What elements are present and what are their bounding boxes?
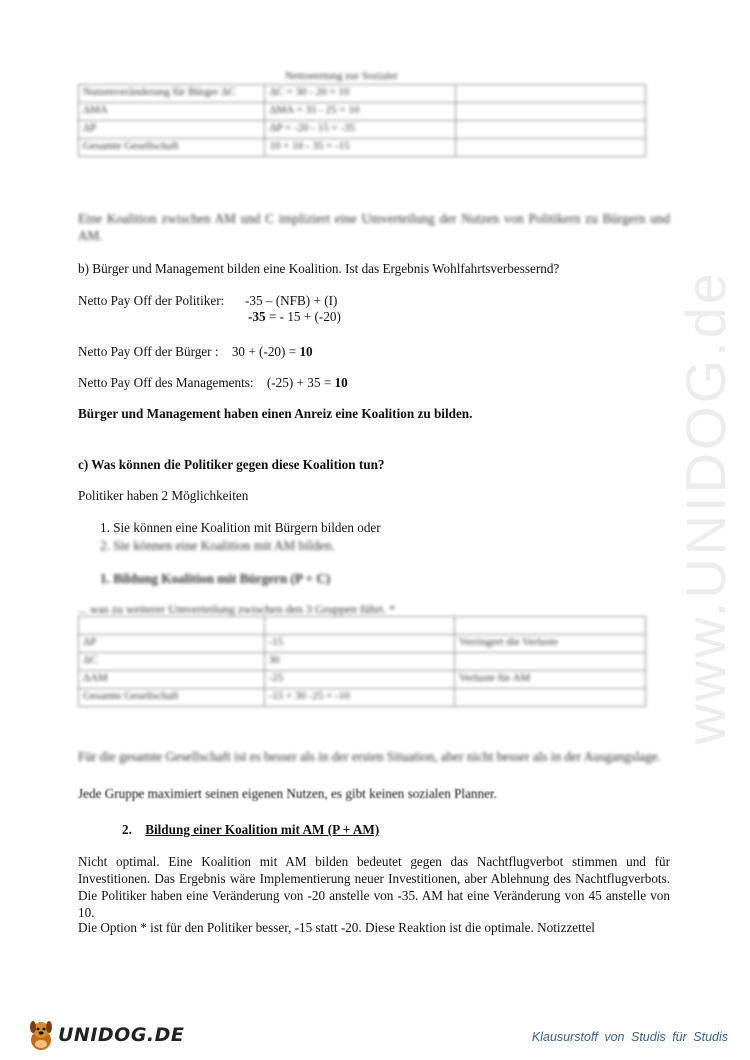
table-row — [79, 635, 646, 653]
table-cell — [456, 139, 646, 157]
heading-1: 1. Bildung Koalition mit Bürgern (P + C) — [100, 571, 331, 586]
table2 — [78, 616, 646, 707]
payoff-mgmt-expr: (-25) + 35 = — [266, 375, 335, 390]
table-cell: -25 — [264, 671, 454, 689]
table-cell: ΔC = 30 - 20 = 10 — [265, 85, 456, 103]
footer-logo[interactable] — [26, 1018, 184, 1052]
payoff-mgmt-label: Netto Pay Off des Managements: — [78, 375, 254, 390]
payoff-politiker-bold: -35 — [248, 309, 266, 324]
table-cell: -15 — [264, 635, 454, 653]
table-cell: ΔMA — [79, 103, 265, 121]
table-cell — [454, 617, 645, 635]
paragraph-a: Eine Koalition zwischen AM und C impliziert eine Umverteilung der Nutzen von Politikern zu Bürgern und AM. — [78, 211, 670, 243]
payoff-politiker-line2 — [248, 309, 341, 325]
table-cell — [454, 653, 645, 671]
table-cell: 30 — [264, 653, 454, 671]
table-cell: ΔAM — [79, 671, 265, 689]
table-cell: 10 + 10 - 35 = -15 — [265, 139, 456, 157]
question-c: c) Was können die Politiker gegen diese Koalition tun? — [78, 457, 385, 472]
option-2: 2. Sie können eine Koalition mit AM bilden. — [100, 538, 335, 553]
paragraph-society-1: Für die gesamte Gesellschaft ist es besser als in der ersten Situation, aber nicht besser als in der Ausgangslage. — [78, 749, 662, 764]
table-cell: Nutzenveränderung für Bürger ΔC — [79, 85, 265, 103]
logo-text: UNIDOG.DE — [58, 1024, 185, 1046]
table-row — [79, 653, 646, 671]
payoff-buerger-result: 10 — [299, 344, 313, 359]
table-row — [79, 121, 646, 139]
footer-tagline: Klausurstoff von Studis für Studis — [531, 1030, 728, 1044]
table-cell: -15 + 30 -25 = -10 — [264, 689, 454, 707]
table-cell — [456, 121, 646, 139]
table-row — [79, 139, 646, 157]
table-cell: ΔP — [79, 635, 265, 653]
table-cell — [456, 103, 646, 121]
table-cell — [456, 85, 646, 103]
payoff-mgmt-result: 10 — [334, 375, 348, 390]
dog-logo-icon — [26, 1018, 56, 1052]
watermark-text: www.UNIDOG.de — [674, 270, 737, 745]
paragraph-final-2: Die Option * ist für den Politiker besser, -15 statt -20. Diese Reaktion ist die optimale. Notizzettel — [78, 920, 595, 935]
heading-2-title: Bildung einer Koalition mit AM (P + AM) — [145, 822, 380, 837]
table1-caption: Nettoeertung zur Sozialer — [285, 70, 399, 82]
table-cell — [264, 617, 454, 635]
table-cell — [454, 689, 645, 707]
options-intro: Politiker haben 2 Möglichkeiten — [78, 488, 249, 503]
paragraph-society-2: Jede Gruppe maximiert seinen eigenen Nutzen, es gibt keinen sozialen Planner. — [78, 786, 497, 801]
table-cell: ΔP = -20 - 15 = -35 — [265, 121, 456, 139]
payoff-buerger-label: Netto Pay Off der Bürger : — [78, 344, 219, 359]
payoff-buerger-expr: 30 + (-20) = — [231, 344, 300, 359]
table-cell: Verringert die Verluste — [454, 635, 645, 653]
table-row — [79, 671, 646, 689]
table-cell: ΔMA = 35 - 25 = 10 — [265, 103, 456, 121]
paragraph-final: Nicht optimal. Eine Koalition mit AM bilden bedeutet gegen das Nachtflugverbot stimmen und für Investitionen. Das Ergebnis wäre Implementierung neuer Investitionen, aber Ablehnung des Nachtflugverbots. Die Politiker haben eine Veränderung von -20 anstelle von -35. AM hat eine Veränderung von 45 anstelle von 10. — [78, 854, 670, 920]
payoff-buerger — [78, 344, 313, 360]
table-row — [79, 103, 646, 121]
table-row — [79, 617, 646, 635]
table-cell — [79, 617, 265, 635]
conclusion-b: Bürger und Management haben einen Anreiz eine Koalition zu bilden. — [78, 406, 473, 421]
table-row — [79, 85, 646, 103]
table-cell: Gesamte Gesellschaft — [79, 689, 265, 707]
payoff-politiker-line1: -35 – (NFB) + (I) — [245, 293, 338, 308]
heading-1-sub: ... was zu weiterer Umverteilung zwischen den 3 Gruppen führt. * — [78, 602, 396, 616]
table1 — [78, 84, 646, 157]
payoff-management — [78, 375, 348, 391]
table-cell: Gesamte Gesellschaft — [79, 139, 265, 157]
payoff-politiker-label: Netto Pay Off der Politiker: — [78, 293, 225, 308]
table-cell: ΔP — [79, 121, 265, 139]
question-b: b) Bürger und Management bilden eine Koalition. Ist das Ergebnis Wohlfahrtsverbessernd? — [78, 261, 560, 276]
table-cell: Verluste für AM — [454, 671, 645, 689]
option-1: 1. Sie können eine Koalition mit Bürgern bilden oder — [100, 520, 381, 535]
table-row — [79, 689, 646, 707]
table-cell: ΔC — [79, 653, 265, 671]
payoff-politiker-rest: = - 15 + (-20) — [265, 309, 341, 324]
heading-2-number: 2. — [122, 822, 132, 837]
heading-2 — [122, 822, 379, 838]
